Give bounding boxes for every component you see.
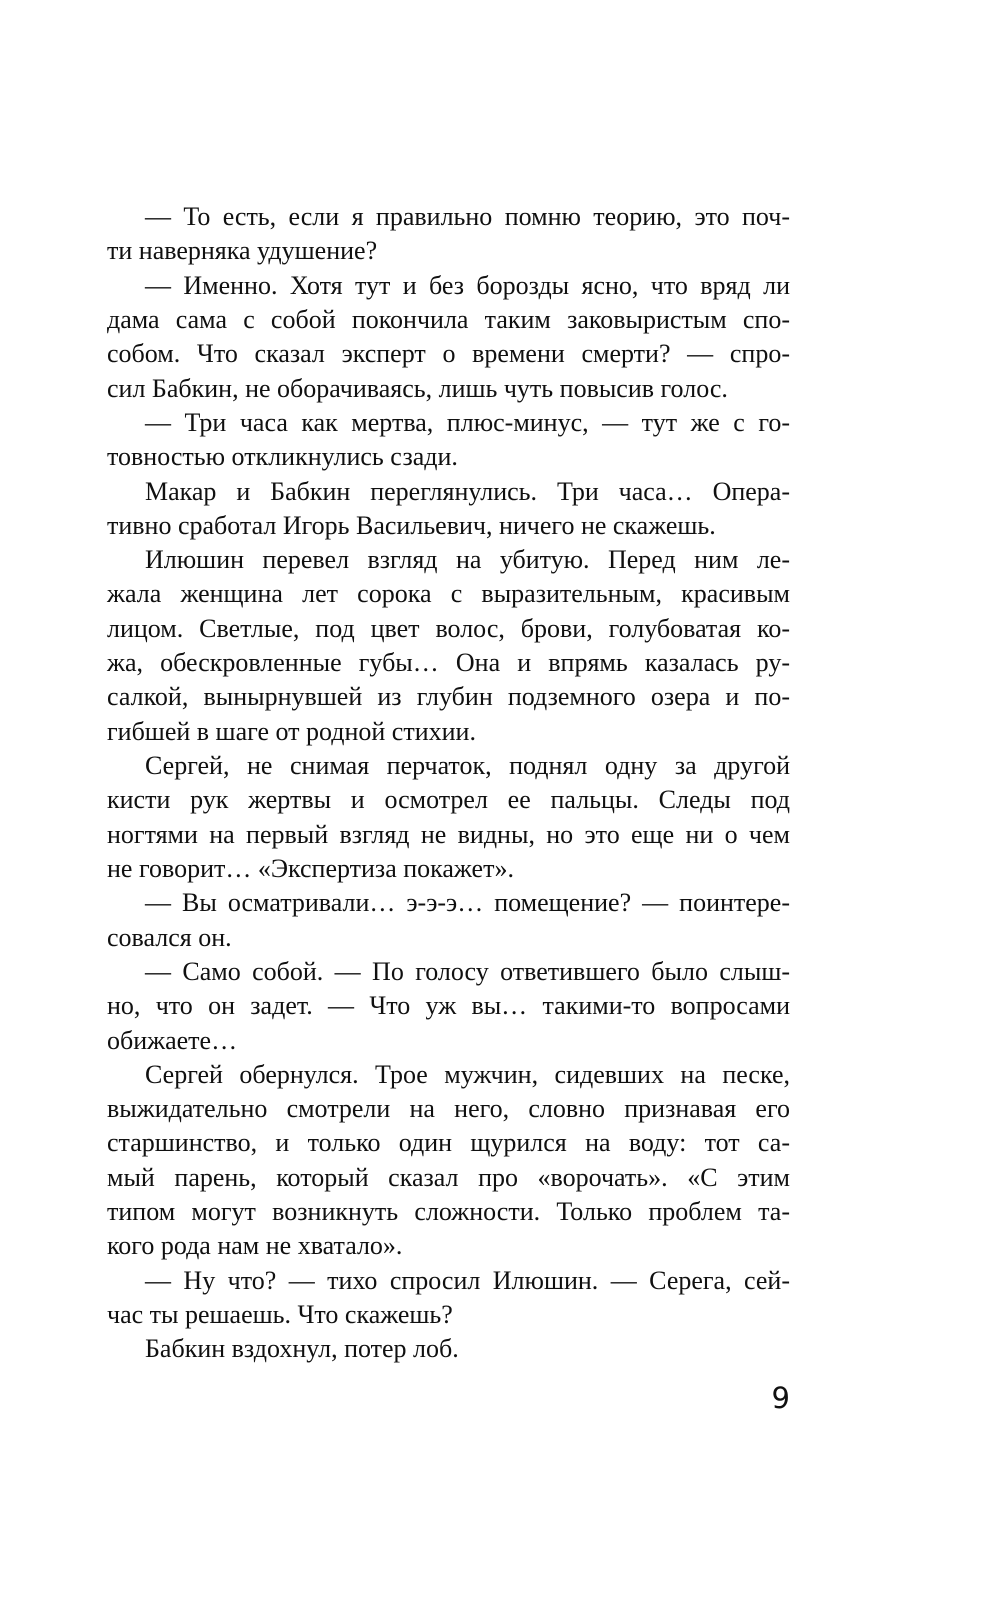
text-line: — Три часа как мертва, плюс-минус, — тут же с го- bbox=[145, 407, 790, 437]
text-line: — Само собой. — По голосу ответившего было слыш- bbox=[145, 956, 790, 986]
text-line: лицом. Светлые, под цвет волос, брови, голубоватая ко- bbox=[107, 613, 790, 643]
text-line: собом. Что сказал эксперт о времени смерти? — спро- bbox=[107, 339, 790, 369]
text-line: товностью откликнулись сзади. bbox=[107, 442, 458, 472]
text-line: но, что он задет. — Что уж вы… такими-то вопросами bbox=[107, 991, 790, 1021]
text-line: гибшей в шаге от родной стихии. bbox=[107, 716, 476, 746]
page-number: 9 bbox=[771, 1381, 790, 1415]
text-line: ногтями на первый взгляд не видны, но это еще ни о чем bbox=[107, 819, 790, 849]
text-line: кисти рук жертвы и осмотрел ее пальцы. Следы под bbox=[107, 785, 790, 815]
text-line: салкой, вынырнувшей из глубин подземного озера и по- bbox=[107, 682, 790, 712]
text-line: Сергей обернулся. Трое мужчин, сидевших на песке, bbox=[145, 1059, 790, 1089]
text-line: час ты решаешь. Что скажешь? bbox=[107, 1300, 453, 1329]
text-line: — То есть, если я правильно помню теорию, это поч- bbox=[145, 202, 790, 231]
text-line: ти наверняка удушение? bbox=[107, 236, 378, 266]
text-line: мый парень, который сказал про «ворочать». «С этим bbox=[107, 1162, 790, 1192]
text-line: дама сама с собой покончила таким заковыристым спо- bbox=[107, 304, 790, 334]
text-line: — Ну что? — тихо спросил Илюшин. — Серега, сей- bbox=[145, 1265, 790, 1295]
text-line: выжидательно смотрели на него, словно признавая его bbox=[107, 1094, 790, 1124]
text-line: жа, обескровленные губы… Она и впрямь казалась ру- bbox=[107, 648, 790, 678]
text-line: обижаете… bbox=[107, 1025, 238, 1055]
text-line: совался он. bbox=[107, 922, 232, 952]
text-line: Сергей, не снимая перчаток, поднял одну за другой bbox=[145, 751, 790, 780]
text-line: старшинство, и только один щурился на воду: тот са- bbox=[107, 1128, 790, 1158]
text-line: Илюшин перевел взгляд на убитую. Перед ним ле- bbox=[145, 545, 790, 575]
text-line: типом могут возникнуть сложности. Только проблем та- bbox=[107, 1197, 790, 1227]
text-line: — Именно. Хотя тут и без борозды ясно, что вряд ли bbox=[145, 270, 790, 300]
text-line: Бабкин вздохнул, потер лоб. bbox=[145, 1334, 459, 1364]
text-block bbox=[107, 200, 790, 1367]
text-line: — Вы осматривали… э-э-э… помещение? — поинтере- bbox=[145, 888, 790, 918]
text-line: не говорит… «Экспертиза покажет». bbox=[107, 853, 514, 883]
text-line: жала женщина лет сорока с выразительным, красивым bbox=[107, 579, 790, 609]
text-line: Макар и Бабкин переглянулись. Три часа… Опера- bbox=[145, 476, 790, 506]
text-line: тивно сработал Игорь Васильевич, ничего не скажешь. bbox=[107, 510, 716, 540]
text-line: кого рода нам не хватало». bbox=[107, 1231, 403, 1261]
text-line: сил Бабкин, не оборачиваясь, лишь чуть повысив голос. bbox=[107, 373, 728, 403]
